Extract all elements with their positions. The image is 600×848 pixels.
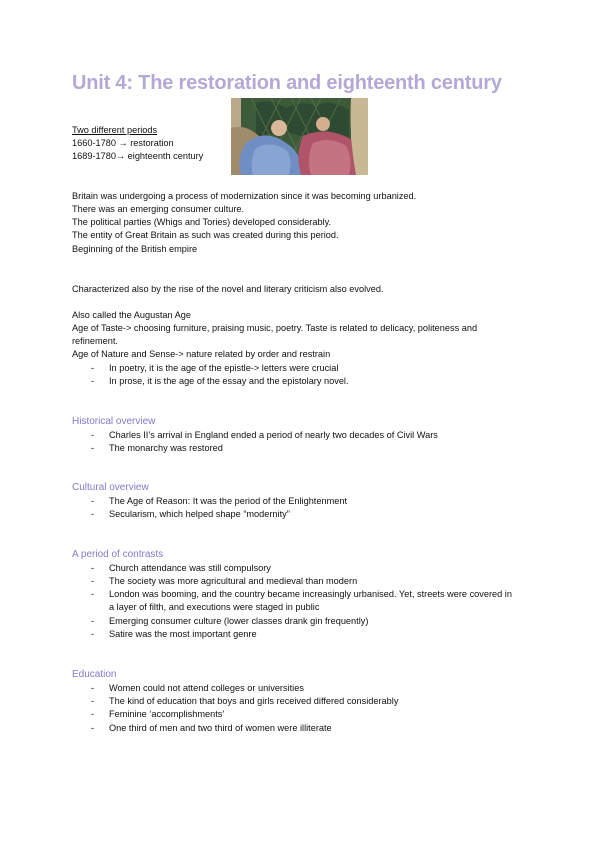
- painting-icon: [231, 98, 368, 175]
- list-item: - Women could not attend colleges or universities: [91, 682, 109, 695]
- list-item-text: Women could not attend colleges or universities: [109, 683, 304, 693]
- list-item-text: Secularism, which helped shape “modernity”: [109, 509, 290, 519]
- list-item: - London was booming, and the country became increasingly urbanised. Yet, streets were covered in a layer of filth, and executions were staged in public: [91, 588, 109, 601]
- list-item: - Feminine ‘accomplishments’: [91, 708, 109, 721]
- list-item: - One third of men and two third of women were illiterate: [91, 722, 109, 735]
- list-item-text: In prose, it is the age of the essay and the epistolary novel.: [109, 376, 349, 386]
- section-heading-cultural: Cultural overview: [72, 482, 149, 493]
- intro-line: Britain was undergoing a process of modernization since it was becoming urbanized.: [72, 191, 417, 201]
- list-item: - In prose, it is the age of the essay and the epistolary novel.: [91, 375, 109, 388]
- list-item-text: The monarchy was restored: [109, 443, 223, 453]
- painting-image: [231, 98, 368, 175]
- period-item: 1660-1780 → restoration: [72, 138, 174, 148]
- list-item: - Church attendance was still compulsory: [91, 562, 109, 575]
- list-item: - The Age of Reason: It was the period of the Enlightenment: [91, 495, 109, 508]
- augustan-line: Age of Taste-> choosing furniture, praising music, poetry. Taste is related to delicacy, politeness and: [72, 323, 478, 333]
- period-item: 1689-1780→ eighteenth century: [72, 151, 204, 161]
- section-heading-education: Education: [72, 669, 117, 680]
- list-item: - Charles II’s arrival in England ended a period of nearly two decades of Civil Wars: [91, 429, 109, 442]
- list-item: - Satire was the most important genre: [91, 628, 109, 641]
- characterized-line: Characterized also by the rise of the novel and literary criticism also evolved.: [72, 284, 384, 294]
- list-item-text: The society was more agricultural and medieval than modern: [109, 576, 358, 586]
- augustan-line: Age of Nature and Sense-> nature related by order and restrain: [72, 349, 331, 359]
- list-item-text: The kind of education that boys and girls received differed considerably: [109, 696, 399, 706]
- list-item: - Secularism, which helped shape “modernity”: [91, 508, 109, 521]
- list-item: - The monarchy was restored: [91, 442, 109, 455]
- section-heading-historical: Historical overview: [72, 416, 156, 427]
- list-item-text: Church attendance was still compulsory: [109, 563, 271, 573]
- list-item-text: Satire was the most important genre: [109, 629, 257, 639]
- intro-line: Beginning of the British empire: [72, 244, 198, 254]
- list-item-text: Feminine ‘accomplishments’: [109, 709, 225, 719]
- section-heading-contrasts: A period of contrasts: [72, 549, 164, 560]
- list-item: - In poetry, it is the age of the epistle-> letters were crucial: [91, 362, 109, 375]
- list-item-text: Charles II’s arrival in England ended a period of nearly two decades of Civil Wars: [109, 430, 438, 440]
- periods-heading: Two different periods: [72, 125, 158, 135]
- page-title: Unit 4: The restoration and eighteenth century: [72, 72, 502, 94]
- list-item: - The kind of education that boys and girls received differed considerably: [91, 695, 109, 708]
- augustan-line: refinement.: [72, 336, 118, 346]
- list-item: - Emerging consumer culture (lower classes drank gin frequently): [91, 615, 109, 628]
- intro-line: There was an emerging consumer culture.: [72, 204, 245, 214]
- list-item-text: In poetry, it is the age of the epistle-> letters were crucial: [109, 363, 339, 373]
- intro-line: The entity of Great Britain as such was created during this period.: [72, 230, 339, 240]
- list-item-text: London was booming, and the country became increasingly urbanised. Yet, streets were covered in a layer of filth, and executions were staged in public: [109, 589, 512, 612]
- augustan-line: Also called the Augustan Age: [72, 310, 192, 320]
- list-item-text: One third of men and two third of women were illiterate: [109, 723, 332, 733]
- list-item-text: The Age of Reason: It was the period of the Enlightenment: [109, 496, 348, 506]
- list-item: - The society was more agricultural and medieval than modern: [91, 575, 109, 588]
- list-item-text: Emerging consumer culture (lower classes drank gin frequently): [109, 616, 369, 626]
- intro-line: The political parties (Whigs and Tories) developed considerably.: [72, 217, 332, 227]
